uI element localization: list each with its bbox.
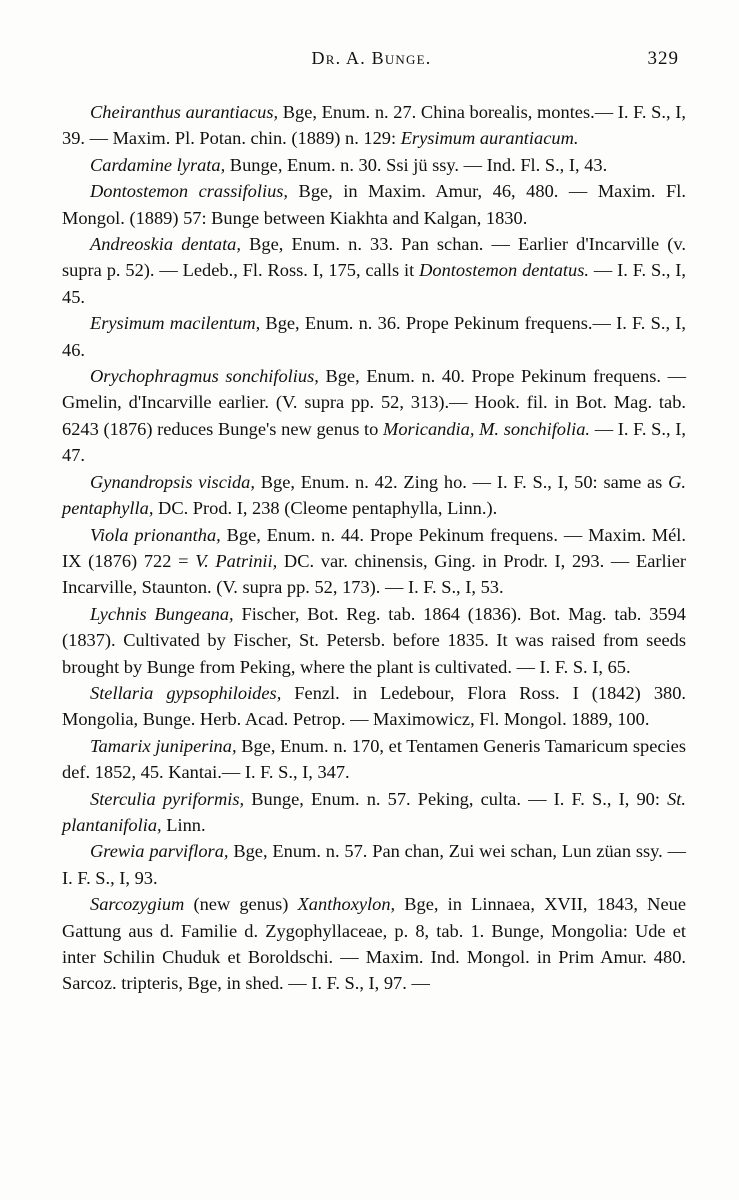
species-name: Gynandropsis viscida, xyxy=(90,471,255,492)
entry-text: Bunge, Enum. n. 30. Ssi jü ssy. — Ind. Fl. S., I, 43. xyxy=(225,154,608,175)
species-entry xyxy=(62,522,686,601)
synonym-name: Moricandia, M. sonchifolia. xyxy=(383,418,591,439)
species-name: Sterculia pyriformis, xyxy=(90,788,245,809)
entry-tail: Bge, in Linnaea, XVII, 1843, Neue Gattung aus d. Familie d. Zygophyllaceae, p. 8, tab. 1. Bunge, Mongolia: Ude et inter Schilin Chuduk et Boroldschi. — Maxim. Ind. Mongol. in Prim Amur. 480. Sarcoz. tripteris, Bge, in shed. — I. F. S., I, 97. — xyxy=(62,894,686,994)
species-entry xyxy=(62,310,686,363)
species-entry xyxy=(62,838,686,891)
synonym-name: V. Patrinii, xyxy=(195,550,278,571)
entry-tail: Linn. xyxy=(161,814,206,835)
species-entry xyxy=(62,152,686,178)
species-name: Stellaria gypsophiloides, xyxy=(90,682,282,703)
species-entry xyxy=(62,601,686,680)
synonym-name: Xanthoxylon, xyxy=(297,894,396,915)
species-name: Andreoskia dentata, xyxy=(90,234,241,255)
entries-list xyxy=(62,99,686,997)
entry-text: Bge, Enum. n. 40. Prope Pekinum frequens. — Gmelin, d'Incarville earlier. (V. supra pp. 52, 313).— Hook. fil. in Bot. Mag. tab. 6243 (1876) reduces Bunge's new genus to xyxy=(62,366,686,439)
entry-tail: DC. var. chinensis, Ging. in Prodr. I, 293. — Earlier Incarville, Staunton. (V. supra pp. 52, 173). — I. F. S., I, 53. xyxy=(62,550,686,598)
species-name: Cheiranthus aurantiacus, xyxy=(90,102,279,122)
species-entry xyxy=(62,469,686,522)
species-entry xyxy=(62,680,686,733)
synonym-name: Erysimum aurantiacum. xyxy=(400,128,579,149)
synonym-name: Dontostemon dentatus. xyxy=(419,260,589,281)
entry-text: (new genus) xyxy=(184,894,298,915)
entry-text: Bge, Enum. n. 27. China borealis, montes.— I. F. S., I, 39. — Maxim. Pl. Potan. chin. (1889) n. 129: xyxy=(62,102,686,149)
entry-text: Bge, Enum. n. 33. Pan schan. — Earlier d'Incarville (v. supra p. 52). — Ledeb., Fl. Ross. I, 175, calls it xyxy=(62,234,686,281)
species-entry xyxy=(62,891,686,997)
entry-tail: DC. Prod. I, 238 (Cleome pentaphylla, Linn.). xyxy=(153,498,498,519)
entry-text: Bunge, Enum. n. 57. Peking, culta. — I. F. S., I, 90: xyxy=(244,788,668,809)
species-entry xyxy=(62,178,686,231)
species-name: Erysimum macilentum, xyxy=(90,313,261,334)
species-name: Cardamine lyrata, xyxy=(90,154,226,175)
entry-text: Fischer, Bot. Reg. tab. 1864 (1836). Bot. Mag. tab. 3594 (1837). Cultivated by Fischer, St. Petersb. before 1835. It was raised from seeds brought by Bunge from Peking, where the plant is cultivated. — I. F. S. I, 65. xyxy=(62,603,686,677)
species-entry xyxy=(62,231,686,310)
species-name: Sarcozygium xyxy=(90,894,185,915)
running-title: Dr. A. Bunge. xyxy=(311,48,432,68)
entry-text: Fenzl. in Ledebour, Flora Ross. I (1842) 380. Mongolia, Bunge. Herb. Acad. Petrop. — Maximowicz, Fl. Mongol. 1889, 100. xyxy=(62,682,687,730)
species-entry xyxy=(62,786,686,839)
synonym-name: St. plantanifolia, xyxy=(62,788,687,835)
species-name: Tamarix juniperina, xyxy=(90,735,237,756)
entry-tail: — I. F. S., I, 47. xyxy=(62,418,686,466)
species-name: Orychophragmus sonchifolius, xyxy=(90,366,319,387)
entry-tail: — I. F. S., I, 45. xyxy=(62,260,687,307)
species-entry xyxy=(62,99,686,152)
species-name: Lychnis Bungeana, xyxy=(90,603,234,624)
species-entry xyxy=(62,733,686,786)
page-number: 329 xyxy=(647,48,679,69)
entry-text: Bge, Enum. n. 36. Prope Pekinum frequens.— I. F. S., I, 46. xyxy=(62,313,686,360)
species-name: Grewia parviflora, xyxy=(90,841,229,862)
entry-text: Bge, Enum. n. 57. Pan chan, Zui wei schan, Lun züan ssy. — I. F. S., I, 93. xyxy=(62,841,686,888)
entry-text: Bge, Enum. n. 44. Prope Pekinum frequens. — Maxim. Mél. IX (1876) 722 = xyxy=(62,524,686,571)
entry-text: Bge, in Maxim. Amur, 46, 480. — Maxim. Fl. Mongol. (1889) 57: Bunge between Kiakhta and Kalgan, 1830. xyxy=(62,181,686,228)
species-name: Viola prionantha, xyxy=(90,524,221,545)
entry-text: Bge, Enum. n. 42. Zing ho. — I. F. S., I, 50: same as xyxy=(254,471,669,492)
page-header xyxy=(60,48,683,78)
synonym-name: G. pentaphylla, xyxy=(62,471,686,519)
species-entry xyxy=(62,363,686,469)
species-name: Dontostemon crassifolius, xyxy=(90,181,289,202)
entry-text: Bge, Enum. n. 170, et Tentamen Generis Tamaricum species def. 1852, 45. Kantai.— I. F. S., I, 347. xyxy=(62,735,686,783)
